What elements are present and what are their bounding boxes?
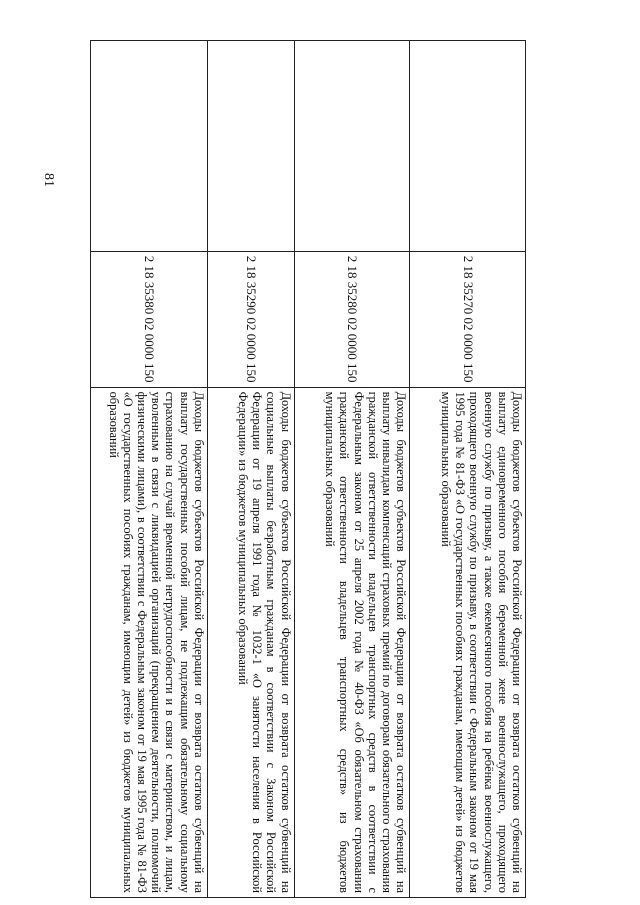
budget-code-cell: 2 18 35280 02 0000 150 (295, 252, 410, 388)
table-row (90, 41, 207, 898)
budget-code-cell: 2 18 35380 02 0000 150 (91, 252, 207, 388)
table-cell-empty (91, 41, 207, 252)
table-cell-empty (410, 41, 525, 252)
budget-code-cell: 2 18 35270 02 0000 150 (410, 252, 525, 388)
table-cell-empty (295, 41, 410, 252)
page-number: 81 (41, 173, 56, 187)
table-row (207, 41, 294, 898)
table-cell-empty (208, 41, 294, 252)
table-row (409, 41, 525, 898)
description-cell: Доходы бюджетов субъектов Российской Федерации от возврата остатков субвенций на социальные выплаты безработным гражданам в соответствии с Законом Российской Федерации от 19 апреля 1991 года № 1032-1 «О занятости населения в Российской Федерации» из бюджетов муниципальных образований (208, 388, 294, 898)
description-cell: Доходы бюджетов субъектов Российской Федерации от возврата остатков субвенций на выплату единовременного пособия беременной жене военнослужащего, проходящего военную службу по призыву, а также ежемесячного пособия на ребёнка военнослужащего, проходящего военную службу по призыву, в соответствии с Федеральным законом от 19 мая 1995 года № 81-ФЗ «О государственных пособиях гражданам, имеющим детей» из бюджетов муниципальных образований (410, 388, 525, 898)
budget-code-cell: 2 18 35290 02 0000 150 (208, 252, 294, 388)
table-row (294, 41, 410, 898)
description-cell: Доходы бюджетов субъектов Российской Федерации от возврата остатков субвенций на выплату государственных пособий лицам, не подлежащим обязательному социальному страхованию на случай временной нетрудоспособности и в связи с материнством, и лицам, уволенным в связи с ликвидацией организаций (прекращением деятельности, полномочий физическими лицами), в соответствии с Федеральным законом от 19 мая 1995 года № 81-ФЗ «О государственных пособиях гражданам, имеющим детей» из бюджетов муниципальных образований (91, 388, 207, 898)
revenue-codes-table (90, 40, 526, 898)
description-cell: Доходы бюджетов субъектов Российской Федерации от возврата остатков субвенций на выплату инвалидам компенсаций страховых премий по договорам обязательного страхования гражданской ответственности владельцев транспортных средств в соответствии с Федеральным законом от 25 апреля 2002 года № 40-ФЗ «Об обязательном страховании гражданской ответственности владельцев транспортных средств» из бюджетов муниципальных образований (295, 388, 410, 898)
